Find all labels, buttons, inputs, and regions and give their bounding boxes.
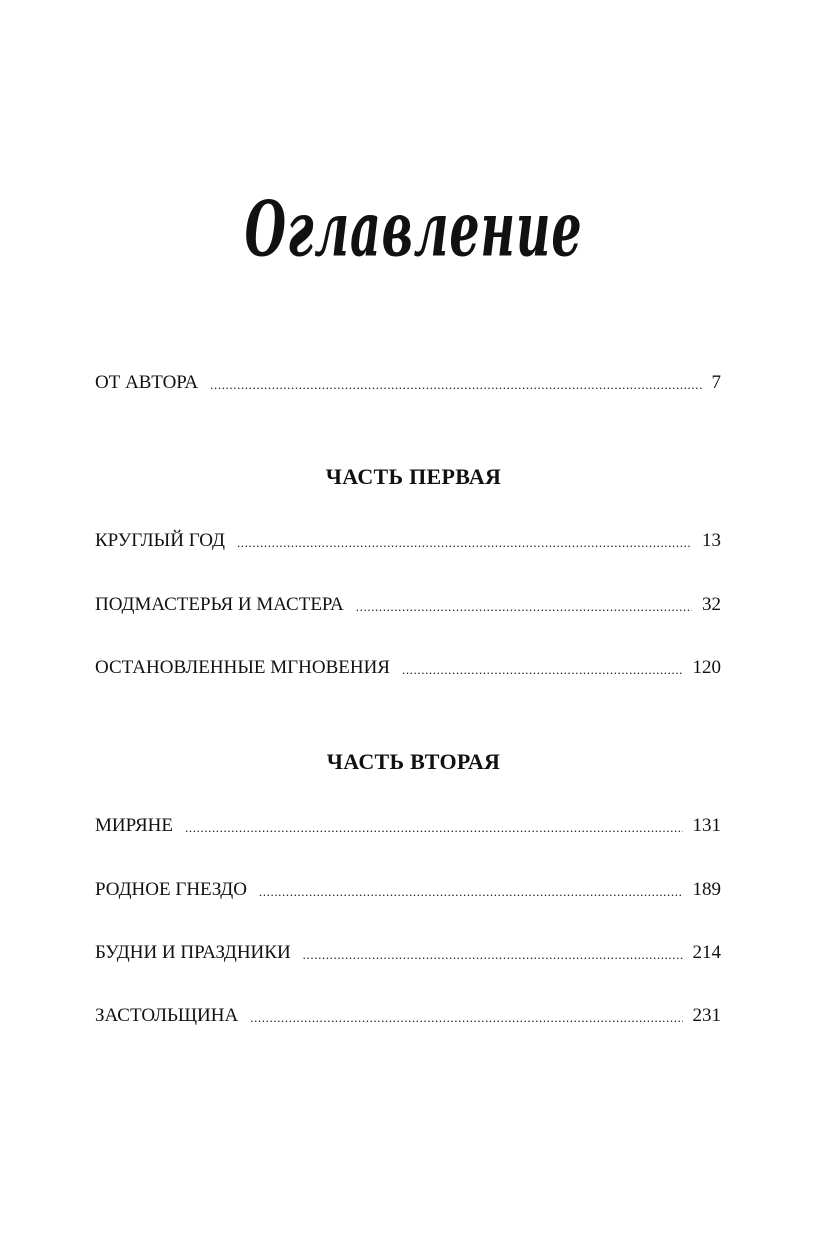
part-heading-2: ЧАСТЬ ВТОРАЯ — [326, 749, 501, 774]
toc-entry-page: 214 — [692, 942, 721, 963]
dot-leader — [259, 879, 683, 903]
toc-entry-intro[interactable] — [95, 371, 721, 395]
dot-leader — [210, 372, 701, 396]
dot-leader — [250, 1005, 682, 1029]
toc-entry-page: 7 — [711, 372, 721, 393]
toc-entry[interactable] — [95, 814, 721, 838]
toc-entry-label: ПОДМАСТЕРЬЯ И МАСТЕРА — [95, 594, 344, 615]
dot-leader — [356, 594, 692, 618]
toc-entry[interactable] — [95, 941, 721, 965]
toc-entry[interactable] — [95, 878, 721, 902]
dot-leader — [402, 657, 683, 681]
toc-entry-page: 189 — [692, 879, 721, 900]
toc-entry[interactable] — [95, 529, 721, 553]
toc-entry-label: ОТ АВТОРА — [95, 372, 199, 393]
toc-entry-page: 120 — [692, 657, 721, 678]
toc-entry[interactable] — [95, 593, 721, 617]
toc-entry[interactable] — [95, 1004, 721, 1028]
dot-leader — [237, 530, 692, 554]
toc-entry-label: КРУГЛЫЙ ГОД — [95, 530, 225, 551]
toc-entry-page: 32 — [702, 594, 721, 615]
toc-entry-label: ОСТАНОВЛЕННЫЕ МГНОВЕНИЯ — [95, 657, 390, 678]
toc-entry-label: РОДНОЕ ГНЕЗДО — [95, 879, 247, 900]
toc-entry-label: БУДНИ И ПРАЗДНИКИ — [95, 942, 291, 963]
toc-entry-label: ЗАСТОЛЬЩИНА — [95, 1005, 239, 1026]
page-title: Оглавление — [244, 185, 583, 274]
toc-entry-label: МИРЯНЕ — [95, 815, 173, 836]
toc-entry-page: 13 — [702, 530, 721, 551]
dot-leader — [185, 815, 683, 839]
dot-leader — [303, 942, 683, 966]
toc-entry-page: 131 — [692, 815, 721, 836]
toc-entry[interactable] — [95, 656, 721, 680]
part-heading-1: ЧАСТЬ ПЕРВАЯ — [325, 464, 502, 489]
toc-entry-page: 231 — [692, 1005, 721, 1026]
